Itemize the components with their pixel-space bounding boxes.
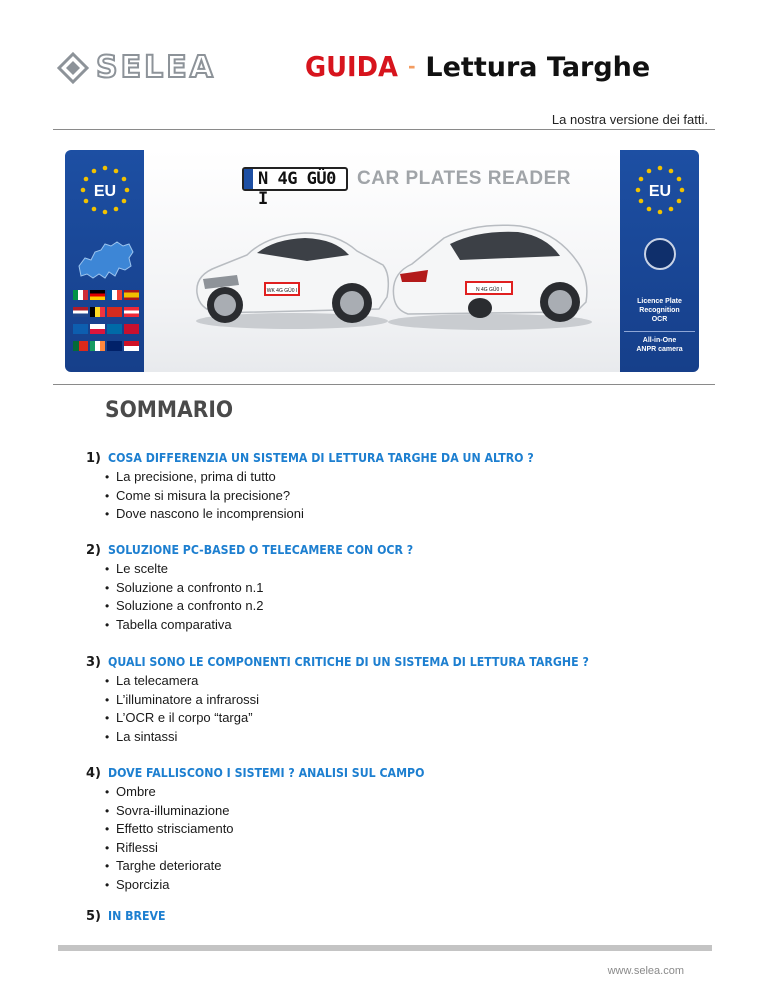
section-items (105, 560, 706, 634)
eu-stars-icon (632, 162, 688, 218)
section-header (86, 653, 706, 671)
list-item: • La sintassi (105, 728, 706, 747)
summary-section-1 (86, 449, 706, 524)
header-divider (53, 129, 715, 130)
summary-section-3 (86, 653, 706, 746)
footer-url: www.selea.com (607, 965, 684, 977)
section-header (86, 449, 706, 467)
section-number: 2) (86, 543, 101, 558)
section-header (86, 764, 706, 782)
list-item: • Come si misura la precisione? (105, 487, 706, 506)
section-items (105, 672, 706, 746)
flag-switzerland-icon (107, 307, 122, 317)
list-item: • Tabella comparativa (105, 616, 706, 635)
list-item: • Ombre (105, 783, 706, 802)
section-number: 5) (86, 909, 101, 924)
flag-italy-icon (73, 290, 88, 300)
list-item: • L’OCR e il corpo “targa” (105, 709, 706, 728)
list-item: • La precisione, prima di tutto (105, 468, 706, 487)
flag-denmark-icon (124, 324, 139, 334)
flag-monaco-icon (124, 341, 139, 351)
flag-uk-icon (107, 341, 122, 351)
section-title: DOVE FALLISCONO I SISTEMI ? ANALISI SUL CAMPO (108, 765, 425, 780)
summary-section-4 (86, 764, 706, 895)
flag-netherlands-icon (73, 307, 88, 317)
car-front-image (187, 205, 392, 330)
eu-stars-icon (77, 162, 133, 218)
section-number: 4) (86, 766, 101, 781)
flag-spain-icon (124, 290, 139, 300)
list-item: • Soluzione a confronto n.1 (105, 579, 706, 598)
section-title: QUALI SONO LE COMPONENTI CRITICHE DI UN SISTEMA DI LETTURA TARGHE ? (108, 654, 589, 669)
section-items (105, 468, 706, 524)
title-dash: - (408, 53, 416, 78)
section-number: 1) (86, 451, 101, 466)
flag-france-icon (107, 290, 122, 300)
flag-poland-icon (90, 324, 105, 334)
section-header (86, 541, 706, 559)
front-plate-text: WK 4G GÜ0 I (266, 288, 298, 294)
plate-text: N 4G GÜ0 I (258, 169, 336, 209)
summary-section-2 (86, 541, 706, 634)
flag-portugal-icon (73, 341, 88, 351)
list-item: • La telecamera (105, 672, 706, 691)
rear-plate-text: N 4G GÜ0 I (475, 287, 503, 293)
eu-label-left: EU (93, 183, 117, 200)
selea-diamond-icon (55, 50, 95, 86)
flag-sweden-icon (107, 324, 122, 334)
banner-divider (53, 384, 715, 385)
car-rear-image (380, 202, 595, 332)
list-item: • Sovra-illuminazione (105, 802, 706, 821)
summary-section-5 (86, 907, 706, 925)
summary-heading: SOMMARIO (105, 398, 234, 423)
caption-ocr (624, 297, 695, 324)
list-item: • Effetto strisciamento (105, 820, 706, 839)
caption-line: Recognition (639, 307, 680, 314)
list-item: • Soluzione a confronto n.2 (105, 597, 706, 616)
caption-line: OCR (651, 316, 668, 323)
document-title (305, 50, 650, 90)
list-item: • Sporcizia (105, 876, 706, 895)
title-main: Lettura Targhe (425, 52, 651, 83)
list-item: • Dove nascono le incomprensioni (105, 505, 706, 524)
flag-ireland-icon (90, 341, 105, 351)
sample-plate (242, 167, 348, 209)
selea-logo (55, 50, 230, 86)
list-item: • Riflessi (105, 839, 706, 858)
section-number: 3) (86, 655, 101, 670)
banner-title: CAR PLATES READER (357, 168, 571, 189)
country-flags (73, 290, 139, 356)
europe-map-icon (71, 236, 139, 286)
flag-germany-icon (90, 290, 105, 300)
caption-line: All-in-One (642, 337, 677, 344)
car-plates-banner (65, 150, 699, 372)
section-title: COSA DIFFERENZIA UN SISTEMA DI LETTURA TARGHE DA UN ALTRO ? (108, 450, 534, 465)
logo-text: SELEA (96, 50, 216, 85)
seal-icon (644, 238, 676, 270)
eu-strip-right (620, 150, 699, 372)
flag-belgium-icon (90, 307, 105, 317)
list-item: • Targhe deteriorate (105, 857, 706, 876)
flag-greece-icon (73, 324, 88, 334)
plate-eu-band (244, 169, 253, 189)
caption-anpr (624, 331, 695, 354)
subtitle: La nostra versione dei fatti. (551, 112, 708, 127)
section-items (105, 783, 706, 895)
caption-line: Licence Plate (637, 298, 682, 305)
section-header (86, 907, 706, 925)
caption-line: ANPR camera (636, 346, 683, 353)
list-item: • Le scelte (105, 560, 706, 579)
eu-label-right: EU (648, 183, 672, 200)
section-title: SOLUZIONE PC-BASED O TELECAMERE CON OCR ? (108, 542, 414, 557)
eu-strip-left (65, 150, 144, 372)
list-item: • L’illuminatore a infrarossi (105, 691, 706, 710)
section-title: IN BREVE (108, 908, 166, 923)
footer-divider (58, 945, 712, 951)
title-guida: GUIDA (305, 50, 398, 83)
flag-austria-icon (124, 307, 139, 317)
